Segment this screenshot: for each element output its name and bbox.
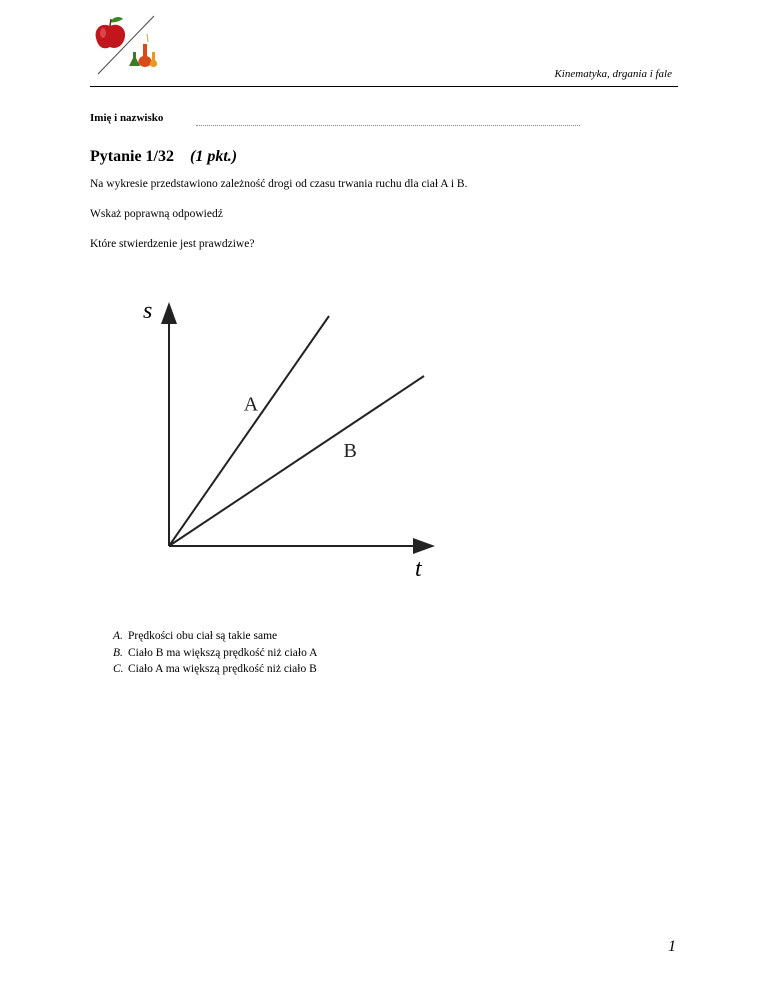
- answer-text: Ciało B ma większą prędkość niż ciało A: [128, 646, 318, 659]
- question-instruction: Wskaż poprawną odpowiedź: [90, 208, 223, 220]
- series-label-b: B: [343, 440, 357, 462]
- question-description: Na wykresie przedstawiono zależność drogi od czasu trwania ruchu dla ciał A i B.: [90, 178, 468, 190]
- question-title: Pytanie 1/32: [90, 148, 174, 165]
- apple-logo-icon: [90, 14, 165, 76]
- series-line-b: [169, 376, 424, 546]
- page-number: 1: [668, 938, 676, 955]
- apple-body: [96, 25, 125, 49]
- answers-list: [113, 628, 317, 678]
- answer-text: Ciało A ma większą prędkość niż ciało B: [128, 663, 317, 675]
- distance-time-chart: [135, 290, 445, 590]
- answer-letter: C.: [113, 663, 124, 675]
- question-points: (1 pkt.): [190, 148, 238, 165]
- y-axis-label: s: [143, 298, 153, 324]
- answer-text: Prędkości obu ciał są takie same: [128, 630, 278, 642]
- answer-option-b[interactable]: [113, 645, 317, 662]
- flask-green: [129, 52, 140, 66]
- name-field-label: Imię i nazwisko: [90, 112, 164, 124]
- answer-option-c[interactable]: [113, 661, 317, 678]
- answer-letter: A.: [113, 630, 123, 642]
- answer-letter: B.: [113, 646, 123, 659]
- header-divider: [90, 86, 678, 87]
- x-axis-arrow: [413, 538, 435, 554]
- name-field-line[interactable]: [196, 125, 580, 126]
- flask-red: [138, 44, 151, 67]
- series-line-a: [169, 316, 329, 546]
- question-prompt: Które stwierdzenie jest prawdziwe?: [90, 238, 255, 250]
- apple-leaf: [110, 17, 123, 22]
- header-title: Kinematyka, drgania i fale: [554, 68, 672, 80]
- series-label-a: A: [243, 393, 259, 416]
- x-axis-label: t: [415, 556, 422, 582]
- y-axis-arrow: [161, 302, 177, 324]
- answer-option-a[interactable]: [113, 628, 317, 645]
